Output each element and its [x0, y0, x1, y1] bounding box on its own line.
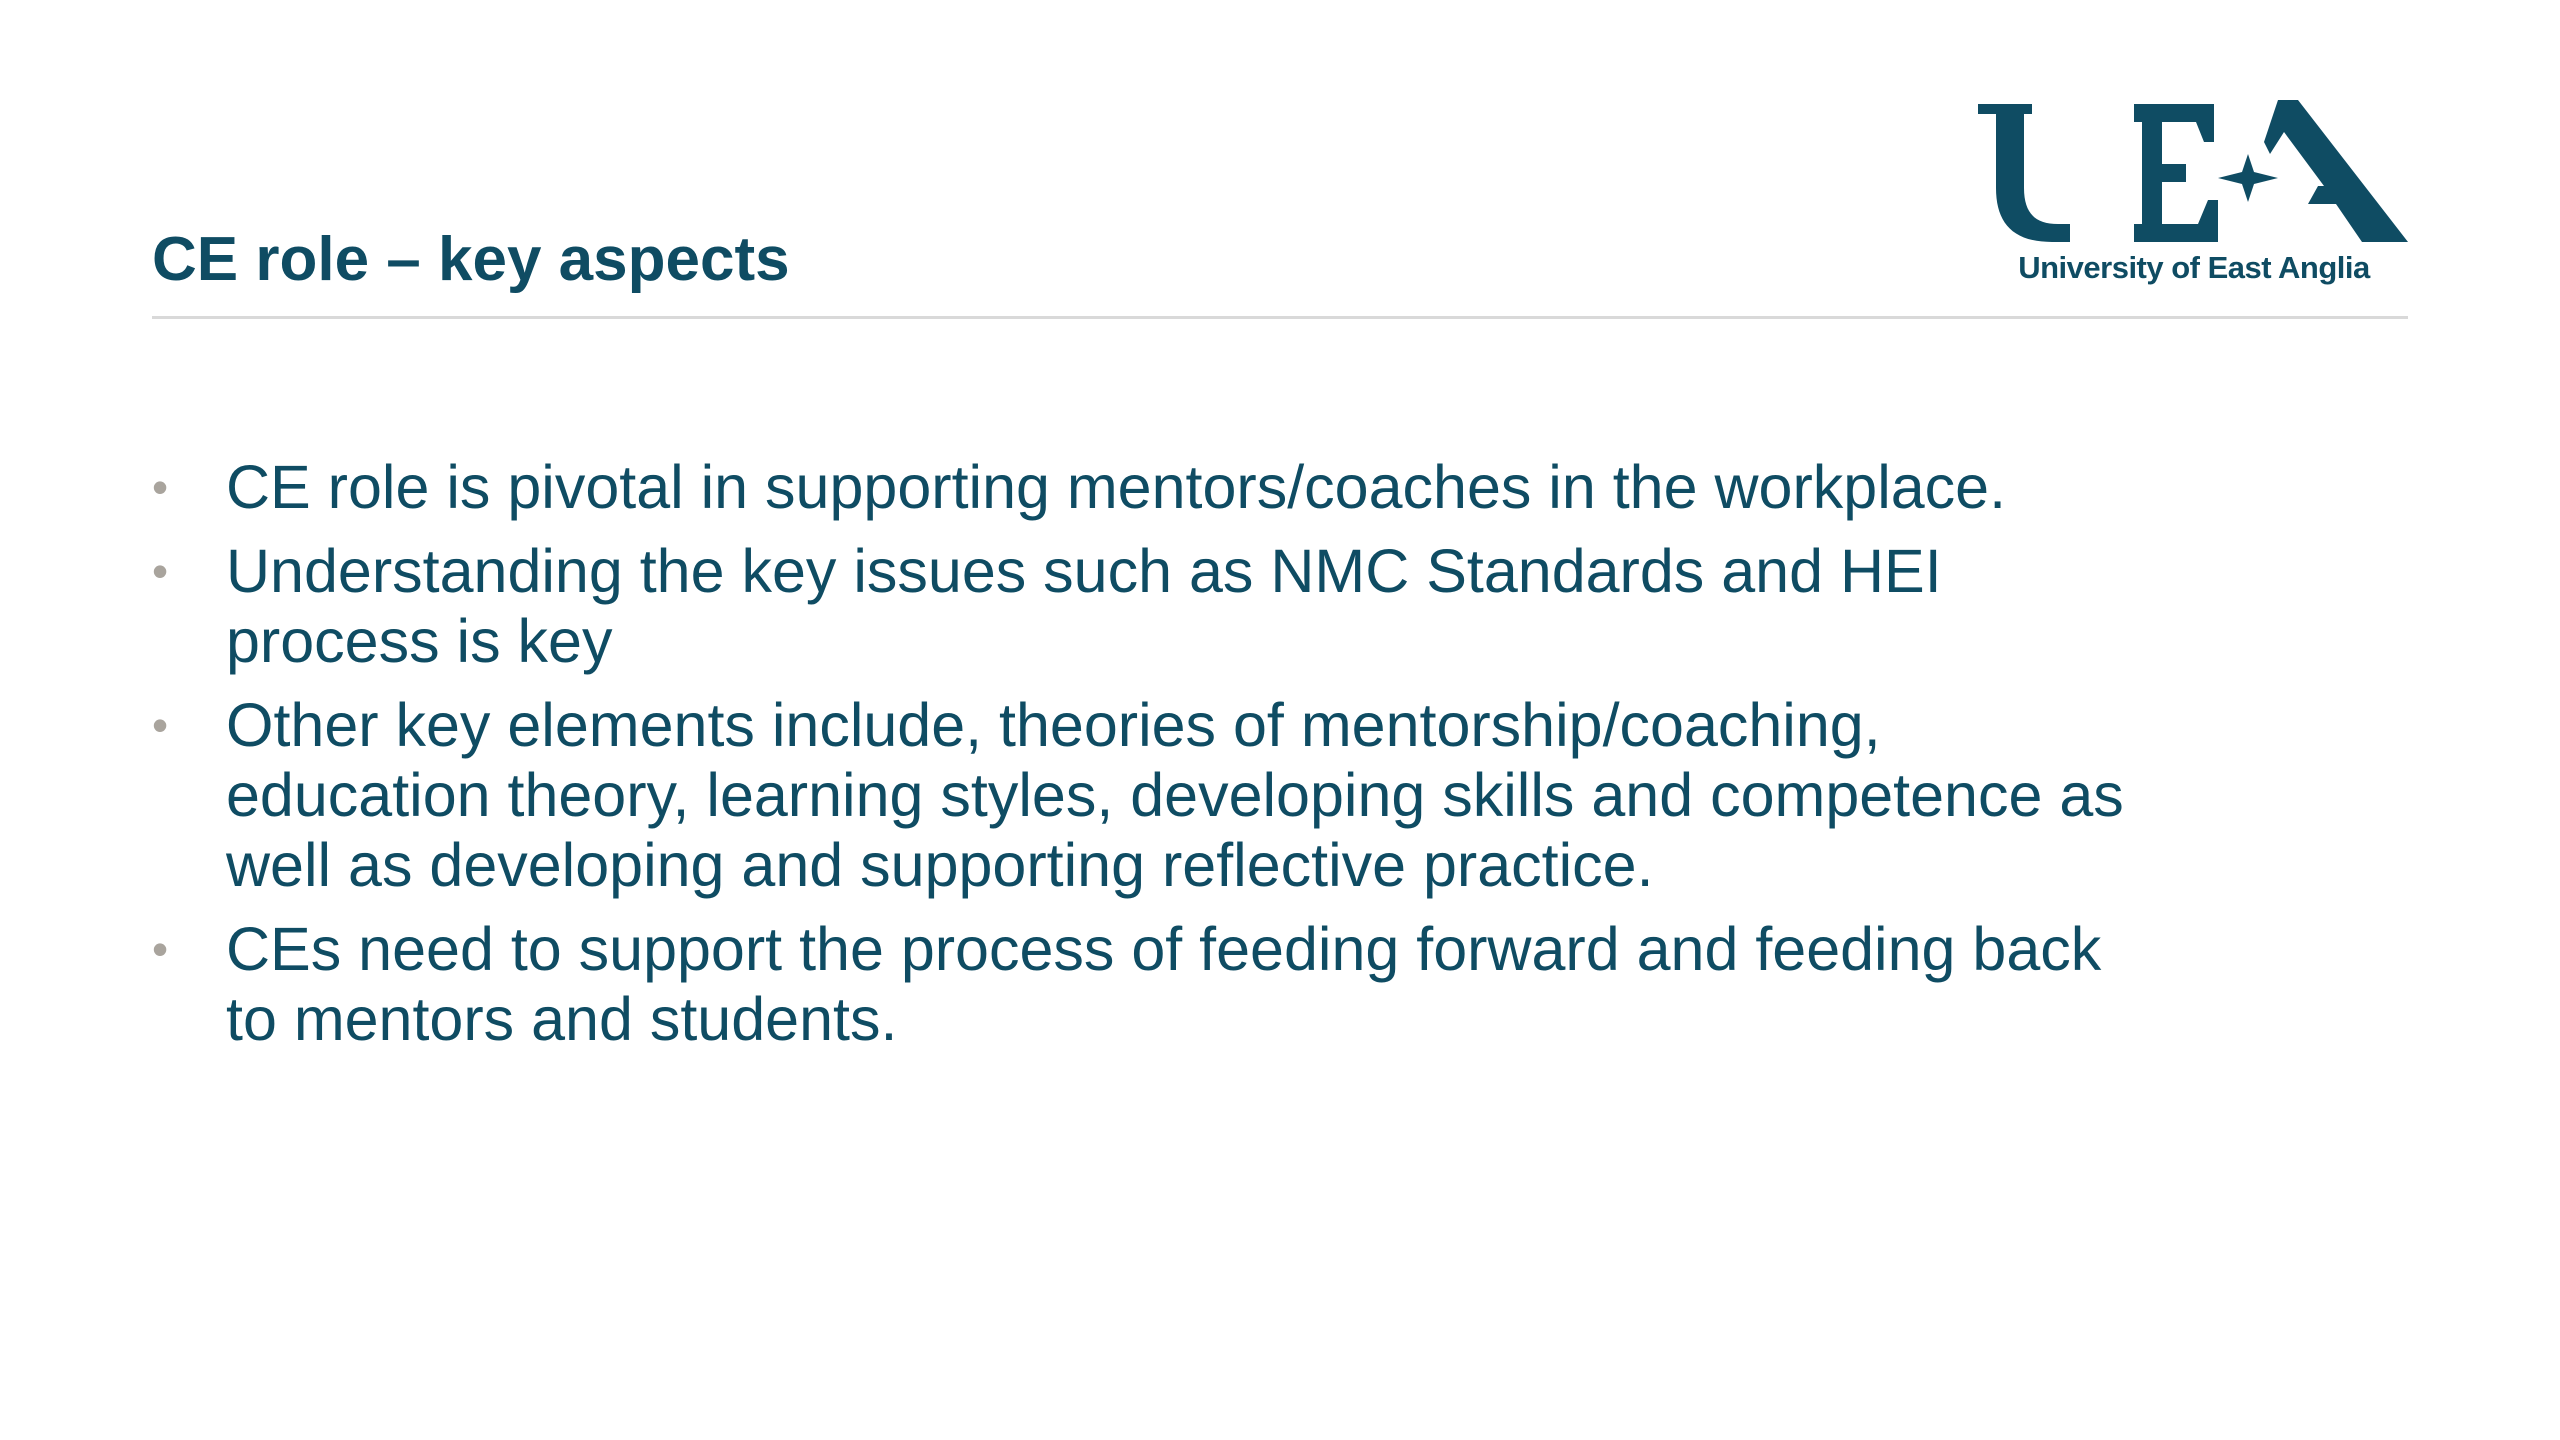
logo-caption: University of East Anglia — [2018, 250, 2370, 285]
bullet-item — [152, 452, 2152, 522]
bullet-text: Understanding the key issues such as NMC Standards and HEI process is key — [226, 537, 1942, 675]
title-divider — [152, 316, 2408, 319]
bullet-text: Other key elements include, theories of mentorship/coaching, education theory, learning styles, developing skills and competence as well as developing and supporting reflective practice. — [226, 691, 2124, 899]
uea-logo — [1978, 96, 2410, 296]
uea-logo-mark — [1978, 96, 2410, 246]
bullet-text: CEs need to support the process of feeding forward and feeding back to mentors and students. — [226, 915, 2102, 1053]
bullet-dot-icon: • — [152, 699, 169, 751]
bullet-item — [152, 914, 2152, 1054]
slide-title: CE role – key aspects — [152, 225, 790, 294]
bullet-list — [152, 452, 2152, 1068]
bullet-dot-icon: • — [152, 923, 169, 975]
bullet-dot-icon: • — [152, 461, 169, 513]
bullet-item — [152, 690, 2152, 900]
bullet-item — [152, 536, 2152, 676]
bullet-dot-icon: • — [152, 545, 169, 597]
bullet-text: CE role is pivotal in supporting mentors/coaches in the workplace. — [226, 453, 2007, 521]
